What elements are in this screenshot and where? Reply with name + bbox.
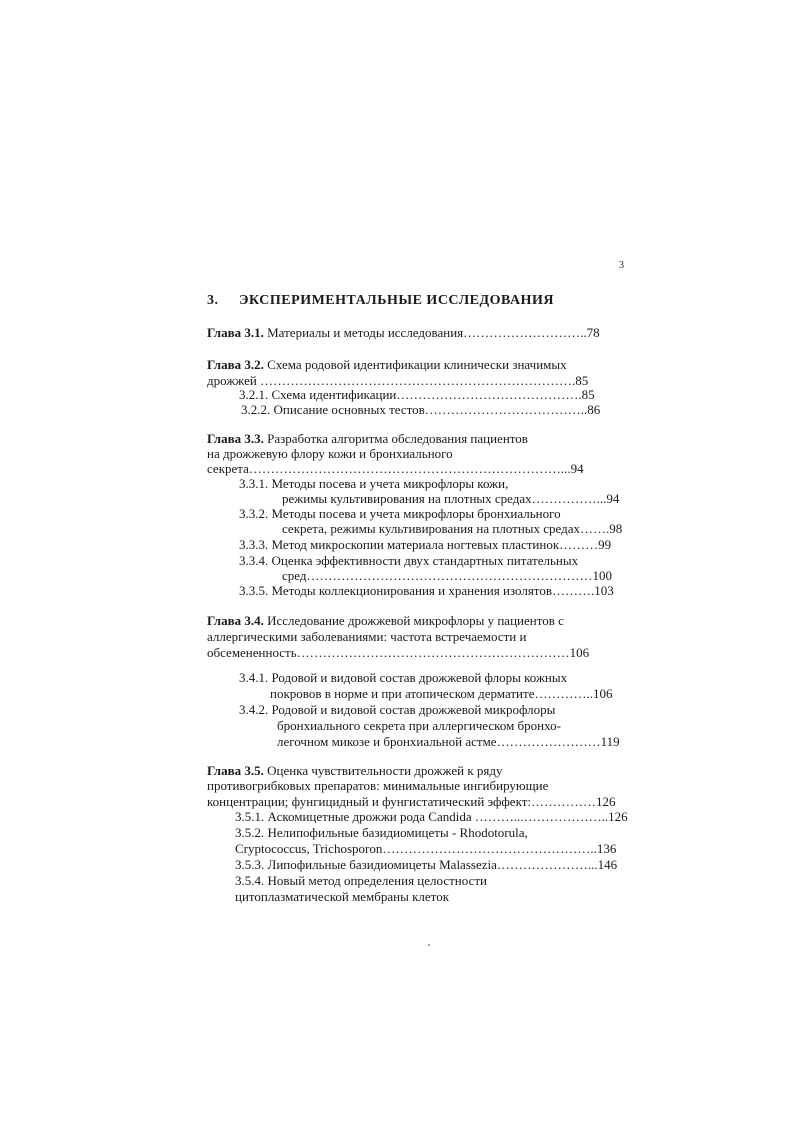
- toc-entry-3-5: [207, 763, 503, 779]
- toc-entry-3-4-2: 3.4.2. Родовой и видовой состав дрожжевой микрофлоры: [239, 702, 556, 717]
- toc-entry-3-2: [207, 357, 567, 373]
- toc-entry-3-3-1: 3.3.1. Методы посева и учета микрофлоры кожи,: [239, 476, 509, 491]
- chapter-title: Исследование дрожжевой микрофлоры у пациентов с: [263, 613, 564, 628]
- toc-entry-3-2-1: 3.2.1. Схема идентификации…………………………………….85: [239, 387, 595, 402]
- toc-entry-3-5-cont: противогрибковых препаратов: минимальные ингибирующие: [207, 778, 549, 793]
- toc-entry-3-5-4-cont: цитоплазматической мембраны клеток: [235, 889, 450, 904]
- chapter-label: Глава 3.5.: [207, 763, 264, 778]
- toc-entry-3-3-1-cont: режимы культивирования на плотных средах……………...94: [282, 491, 620, 506]
- toc-entry-3-3-cont: секрета………………………………………………………………...94: [207, 461, 584, 476]
- toc-entry-3-5-3: 3.5.3. Липофильные базидиомицеты Malassezia…………………...146: [235, 857, 618, 872]
- toc-entry-3-2-cont: дрожжей ……………………………………………………………….85: [207, 373, 589, 388]
- section-title: ЭКСПЕРИМЕНТАЛЬНЫЕ ИССЛЕДОВАНИЯ: [239, 293, 554, 308]
- page-number: 3: [619, 260, 624, 271]
- toc-entry-3-3-4: 3.3.4. Оценка эффективности двух стандартных питательных: [239, 553, 579, 568]
- toc-entry-3-3-cont: на дрожжевую флору кожи и бронхиального: [207, 446, 453, 461]
- toc-entry-3-5-1: 3.5.1. Аскомицетные дрожжи рода Candida ………...………………..126: [235, 809, 628, 824]
- toc-entry-3-4-1: 3.4.1. Родовой и видовой состав дрожжевой флоры кожных: [239, 670, 568, 685]
- toc-entry-3-3-2: 3.3.2. Методы посева и учета микрофлоры бронхиального: [239, 506, 561, 521]
- chapter-title: Материалы и методы исследования………………………..78: [263, 325, 600, 340]
- toc-entry-3-5-2-cont: Cryptococcus, Trichosporon…………………………………………..136: [235, 841, 617, 856]
- chapter-label: Глава 3.4.: [207, 613, 264, 628]
- toc-entry-3-5-4: 3.5.4. Новый метод определения целостности: [235, 873, 487, 888]
- toc-entry-3-3-5: 3.3.5. Методы коллекционирования и хранения изолятов……….103: [239, 583, 614, 598]
- chapter-title: Разработка алгоритма обследования пациентов: [263, 431, 528, 446]
- scan-speck: [428, 944, 430, 946]
- toc-entry-3-3-4-cont: сред…………………………………………………………100: [282, 568, 612, 583]
- chapter-title: Схема родовой идентификации клинически значимых: [263, 357, 567, 372]
- toc-entry-3-1: [207, 325, 600, 341]
- toc-entry-3-3: [207, 431, 528, 447]
- toc-entry-3-4-2-cont: бронхиального секрета при аллергическом бронхо-: [277, 718, 561, 733]
- toc-entry-3-3-2-cont: секрета, режимы культивирования на плотных средах…….98: [282, 521, 623, 536]
- toc-entry-3-5-2: 3.5.2. Нелипофильные базидиомицеты - Rhodotorula,: [235, 825, 528, 840]
- section-heading: [207, 293, 554, 309]
- toc-entry-3-4: [207, 613, 564, 629]
- section-number: 3.: [207, 293, 219, 308]
- chapter-title: Оценка чувствительности дрожжей к ряду: [263, 763, 503, 778]
- toc-entry-3-5-cont: концентрации; фунгицидный и фунгистатический эффект:……………126: [207, 794, 616, 809]
- toc-entry-3-3-3: 3.3.3. Метод микроскопии материала ногтевых пластинок………99: [239, 537, 612, 552]
- toc-entry-3-4-cont: обсемененность………………………………………………………106: [207, 645, 590, 660]
- chapter-label: Глава 3.3.: [207, 431, 264, 446]
- toc-entry-3-4-2-cont: легочном микозе и бронхиальной астме……………………119: [277, 734, 620, 749]
- toc-entry-3-2-2: 3.2.2. Описание основных тестов………………………………..86: [241, 402, 601, 417]
- toc-entry-3-4-cont: аллергическими заболеваниями: частота встречаемости и: [207, 629, 527, 644]
- chapter-label: Глава 3.1.: [207, 325, 264, 340]
- chapter-label: Глава 3.2.: [207, 357, 264, 372]
- toc-entry-3-4-1-cont: покровов в норме и при атопическом дерматите…………..106: [270, 686, 613, 701]
